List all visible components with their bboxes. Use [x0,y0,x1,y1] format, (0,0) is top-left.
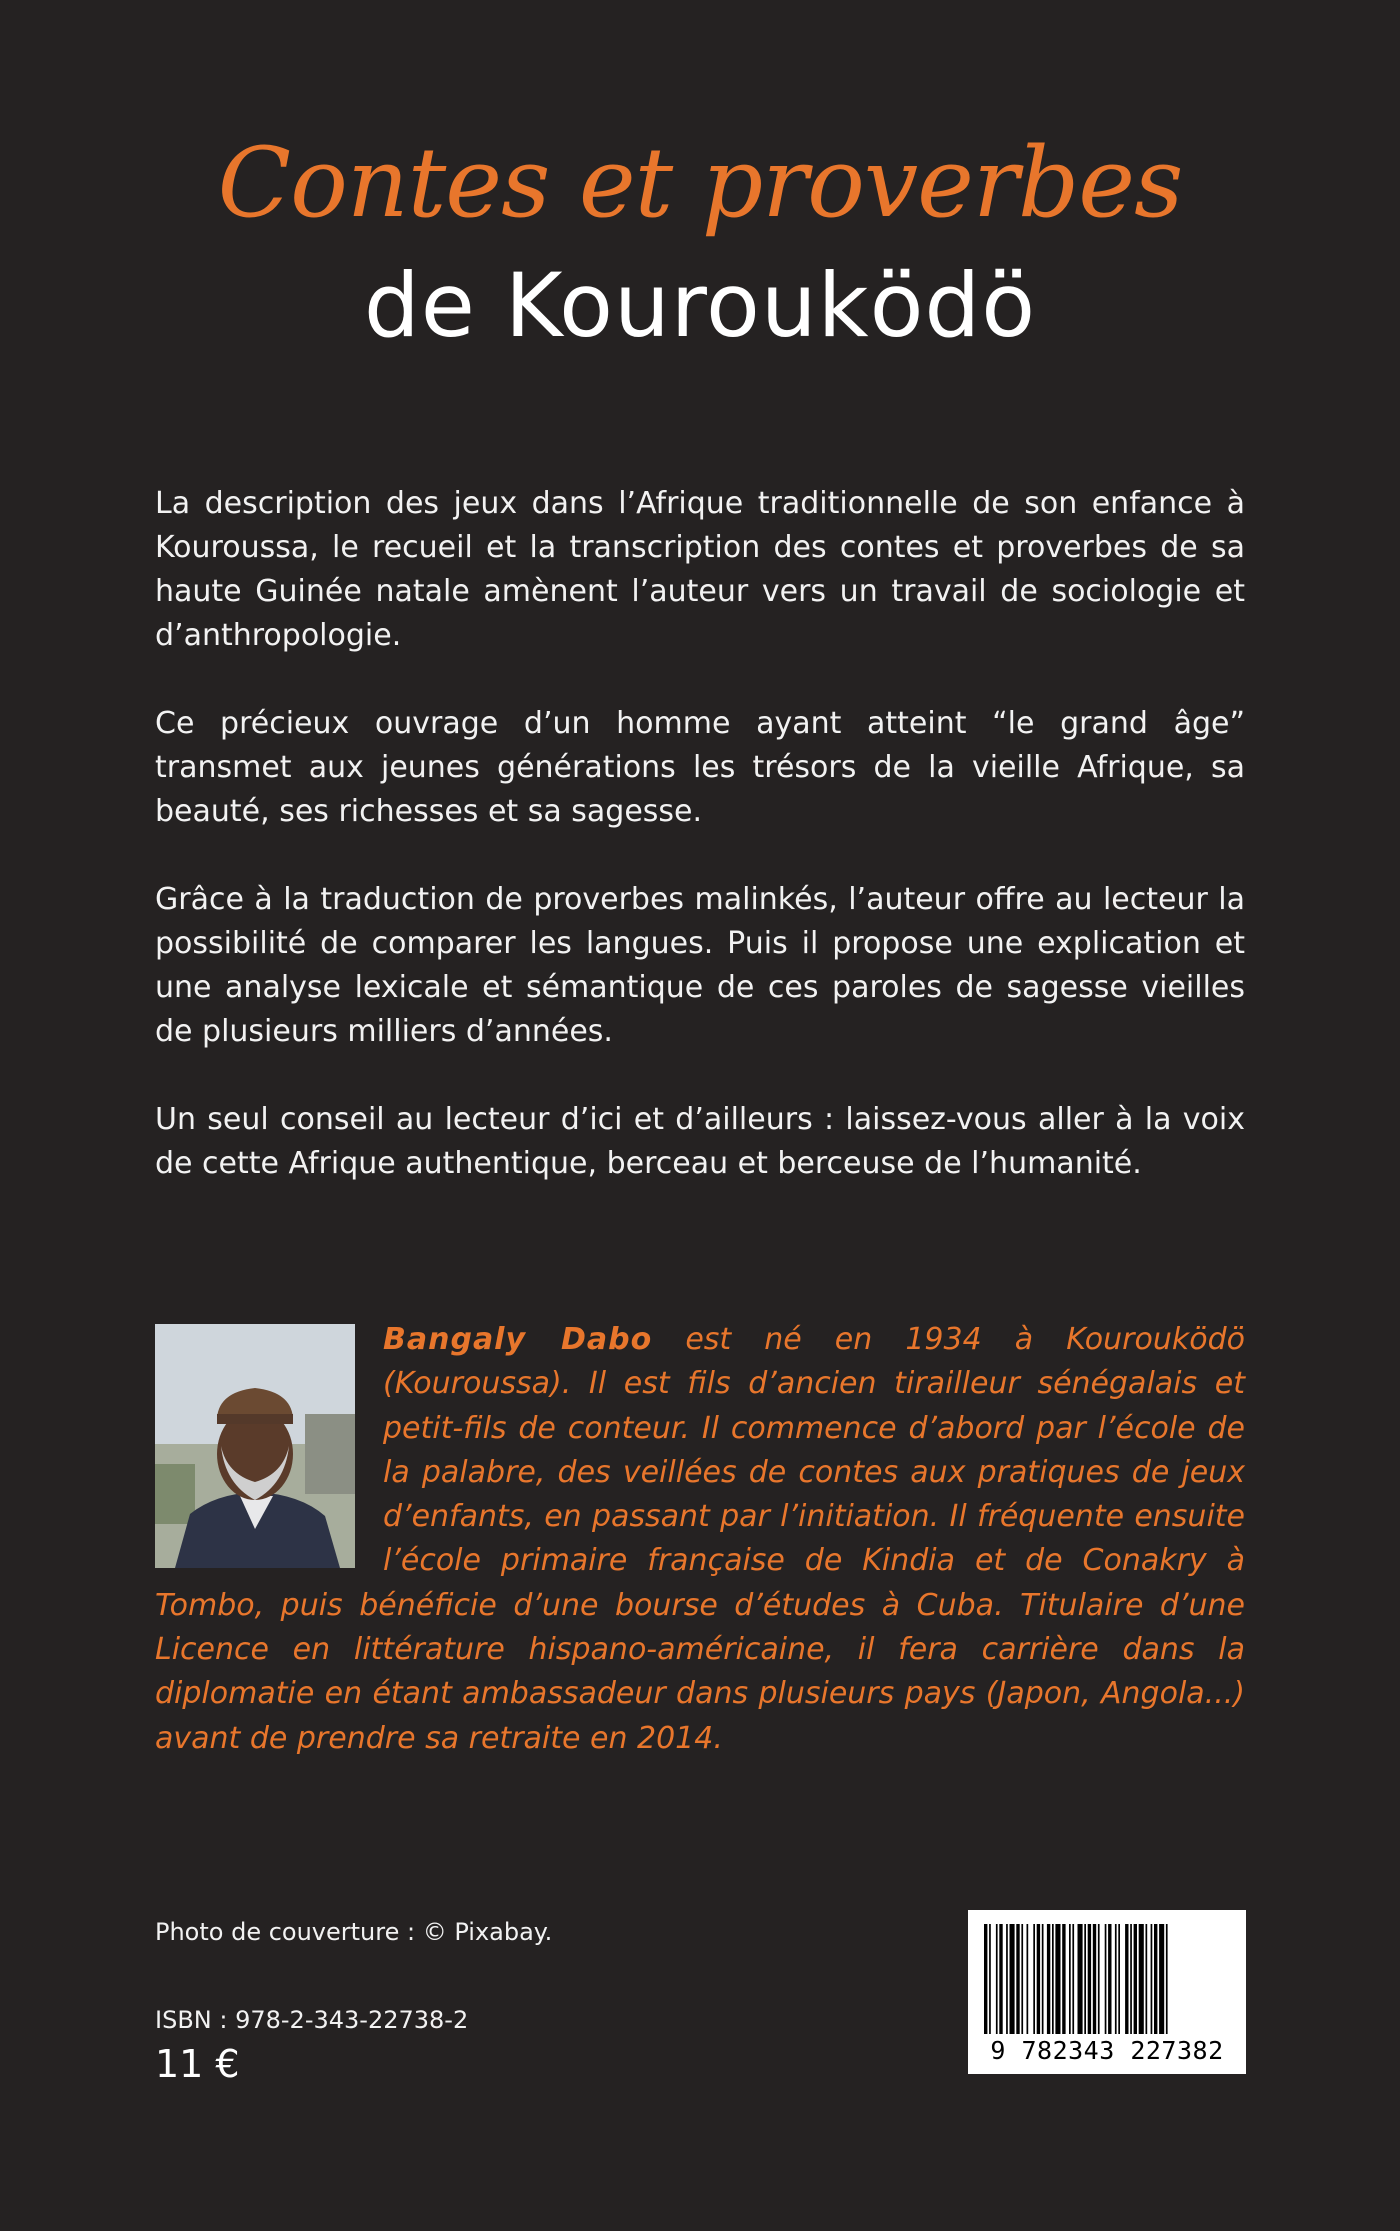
barcode-bar [1078,1924,1083,2034]
barcode-bar [1010,1924,1015,2034]
barcode-bar [1134,1924,1137,2034]
barcode-bar [1021,1924,1023,2034]
barcode-bar [1159,1924,1164,2034]
barcode-bar [1108,1924,1111,2034]
price-label: 11 € [155,2042,240,2086]
barcode-bar [999,1924,1002,2034]
barcode-bars [984,1924,1230,2034]
barcode-bar [1016,1924,1019,2034]
barcode-digits: 9 782343 227382 [990,2036,1224,2065]
author-name: Bangaly Dabo [383,1322,653,1357]
barcode-bar [1093,1924,1096,2034]
barcode-bar [1062,1924,1065,2034]
author-portrait-illustration [155,1324,355,1568]
barcode-bar [1146,1924,1148,2034]
barcode-bar [1033,1924,1035,2034]
title-main: de Kouroukӧdӧ [363,254,1037,357]
barcode-bar [1027,1924,1029,2034]
blurb-paragraph: La description des jeux dans l’Afrique traditionnelle de son enfance à Kouroussa, le recueil et la transcription des contes et proverbes de sa haute Guinée natale amènent l’auteur vers un travail de sociologie et d’anthropologie. [155,486,1245,653]
blurb-paragraph: Ce précieux ouvrage d’un homme ayant atteint “le grand âge” transmet aux jeunes générations les trésors de la vieille Afrique, sa beauté, ses richesses et sa sagesse. [155,706,1245,829]
barcode-bar [1105,1924,1107,2034]
photo-credit: Photo de couverture : © Pixabay. [155,1918,553,1946]
barcode-bar [1130,1924,1132,2034]
barcode-bar [1166,1924,1168,2034]
barcode-bar [1151,1924,1153,2034]
barcode-bar [1037,1924,1040,2034]
barcode-bar [1069,1924,1071,2034]
barcode-bar [1088,1924,1091,2034]
author-bio [155,1318,1245,1761]
author-bio-text: est né en 1934 à Kouroukӧdӧ (Kouroussa). Il est fils d’ancien tirailleur sénégalais et petit-fils de conteur. Il commence d’abord par l’école de la palabre, des veillées de contes aux pratiques de jeux d’enfants, en passant par l’initiation. Il fréquente ensuite l’école primaire française de Kindia et de Conakry à Tombo, puis bénéficie d’une bourse d’études à Cuba. Titulaire d’une Licence en littérature hispano-américaine, il fera carrière dans la diplomatie en étant ambassadeur dans plusieurs pays (Japon, Angola...) avant de prendre sa retraite en 2014. [155,1322,1246,1756]
author-photo [155,1324,355,1568]
barcode-bar [1055,1924,1060,2034]
barcode-bar [1118,1924,1120,2034]
barcode-bar [1115,1924,1117,2034]
barcode [968,1910,1246,2074]
barcode-bar [989,1924,991,2034]
barcode-bar [984,1924,987,2034]
barcode-bar [1125,1924,1128,2034]
barcode-bar [1139,1924,1144,2034]
blurb-paragraph: Grâce à la traduction de proverbes malinkés, l’auteur offre au lecteur la possibilité de comparer les langues. Puis il propose une explication et une analyse lexicale et sémantique de ces paroles de sagesse vieilles de plusieurs milliers d’années. [155,882,1245,1049]
isbn-label: ISBN : 978-2-343-22738-2 [155,2006,469,2034]
barcode-bar [1084,1924,1086,2034]
barcode-bar [1154,1924,1157,2034]
barcode-bar [996,1924,998,2034]
barcode-bar [1098,1924,1100,2034]
blurb-paragraph: Un seul conseil au lecteur d’ici et d’ailleurs : laissez-vous aller à la voix de cette Afrique authentique, berceau et berceuse de l’humanité. [155,1102,1245,1181]
title-script: Contes et proverbes [217,127,1183,239]
barcode-bar [1047,1924,1050,2034]
barcode-bar [1052,1924,1054,2034]
blurb [155,482,1245,1230]
barcode-bar [1072,1924,1074,2034]
barcode-bar [1006,1924,1008,2034]
barcode-bar [1042,1924,1044,2034]
